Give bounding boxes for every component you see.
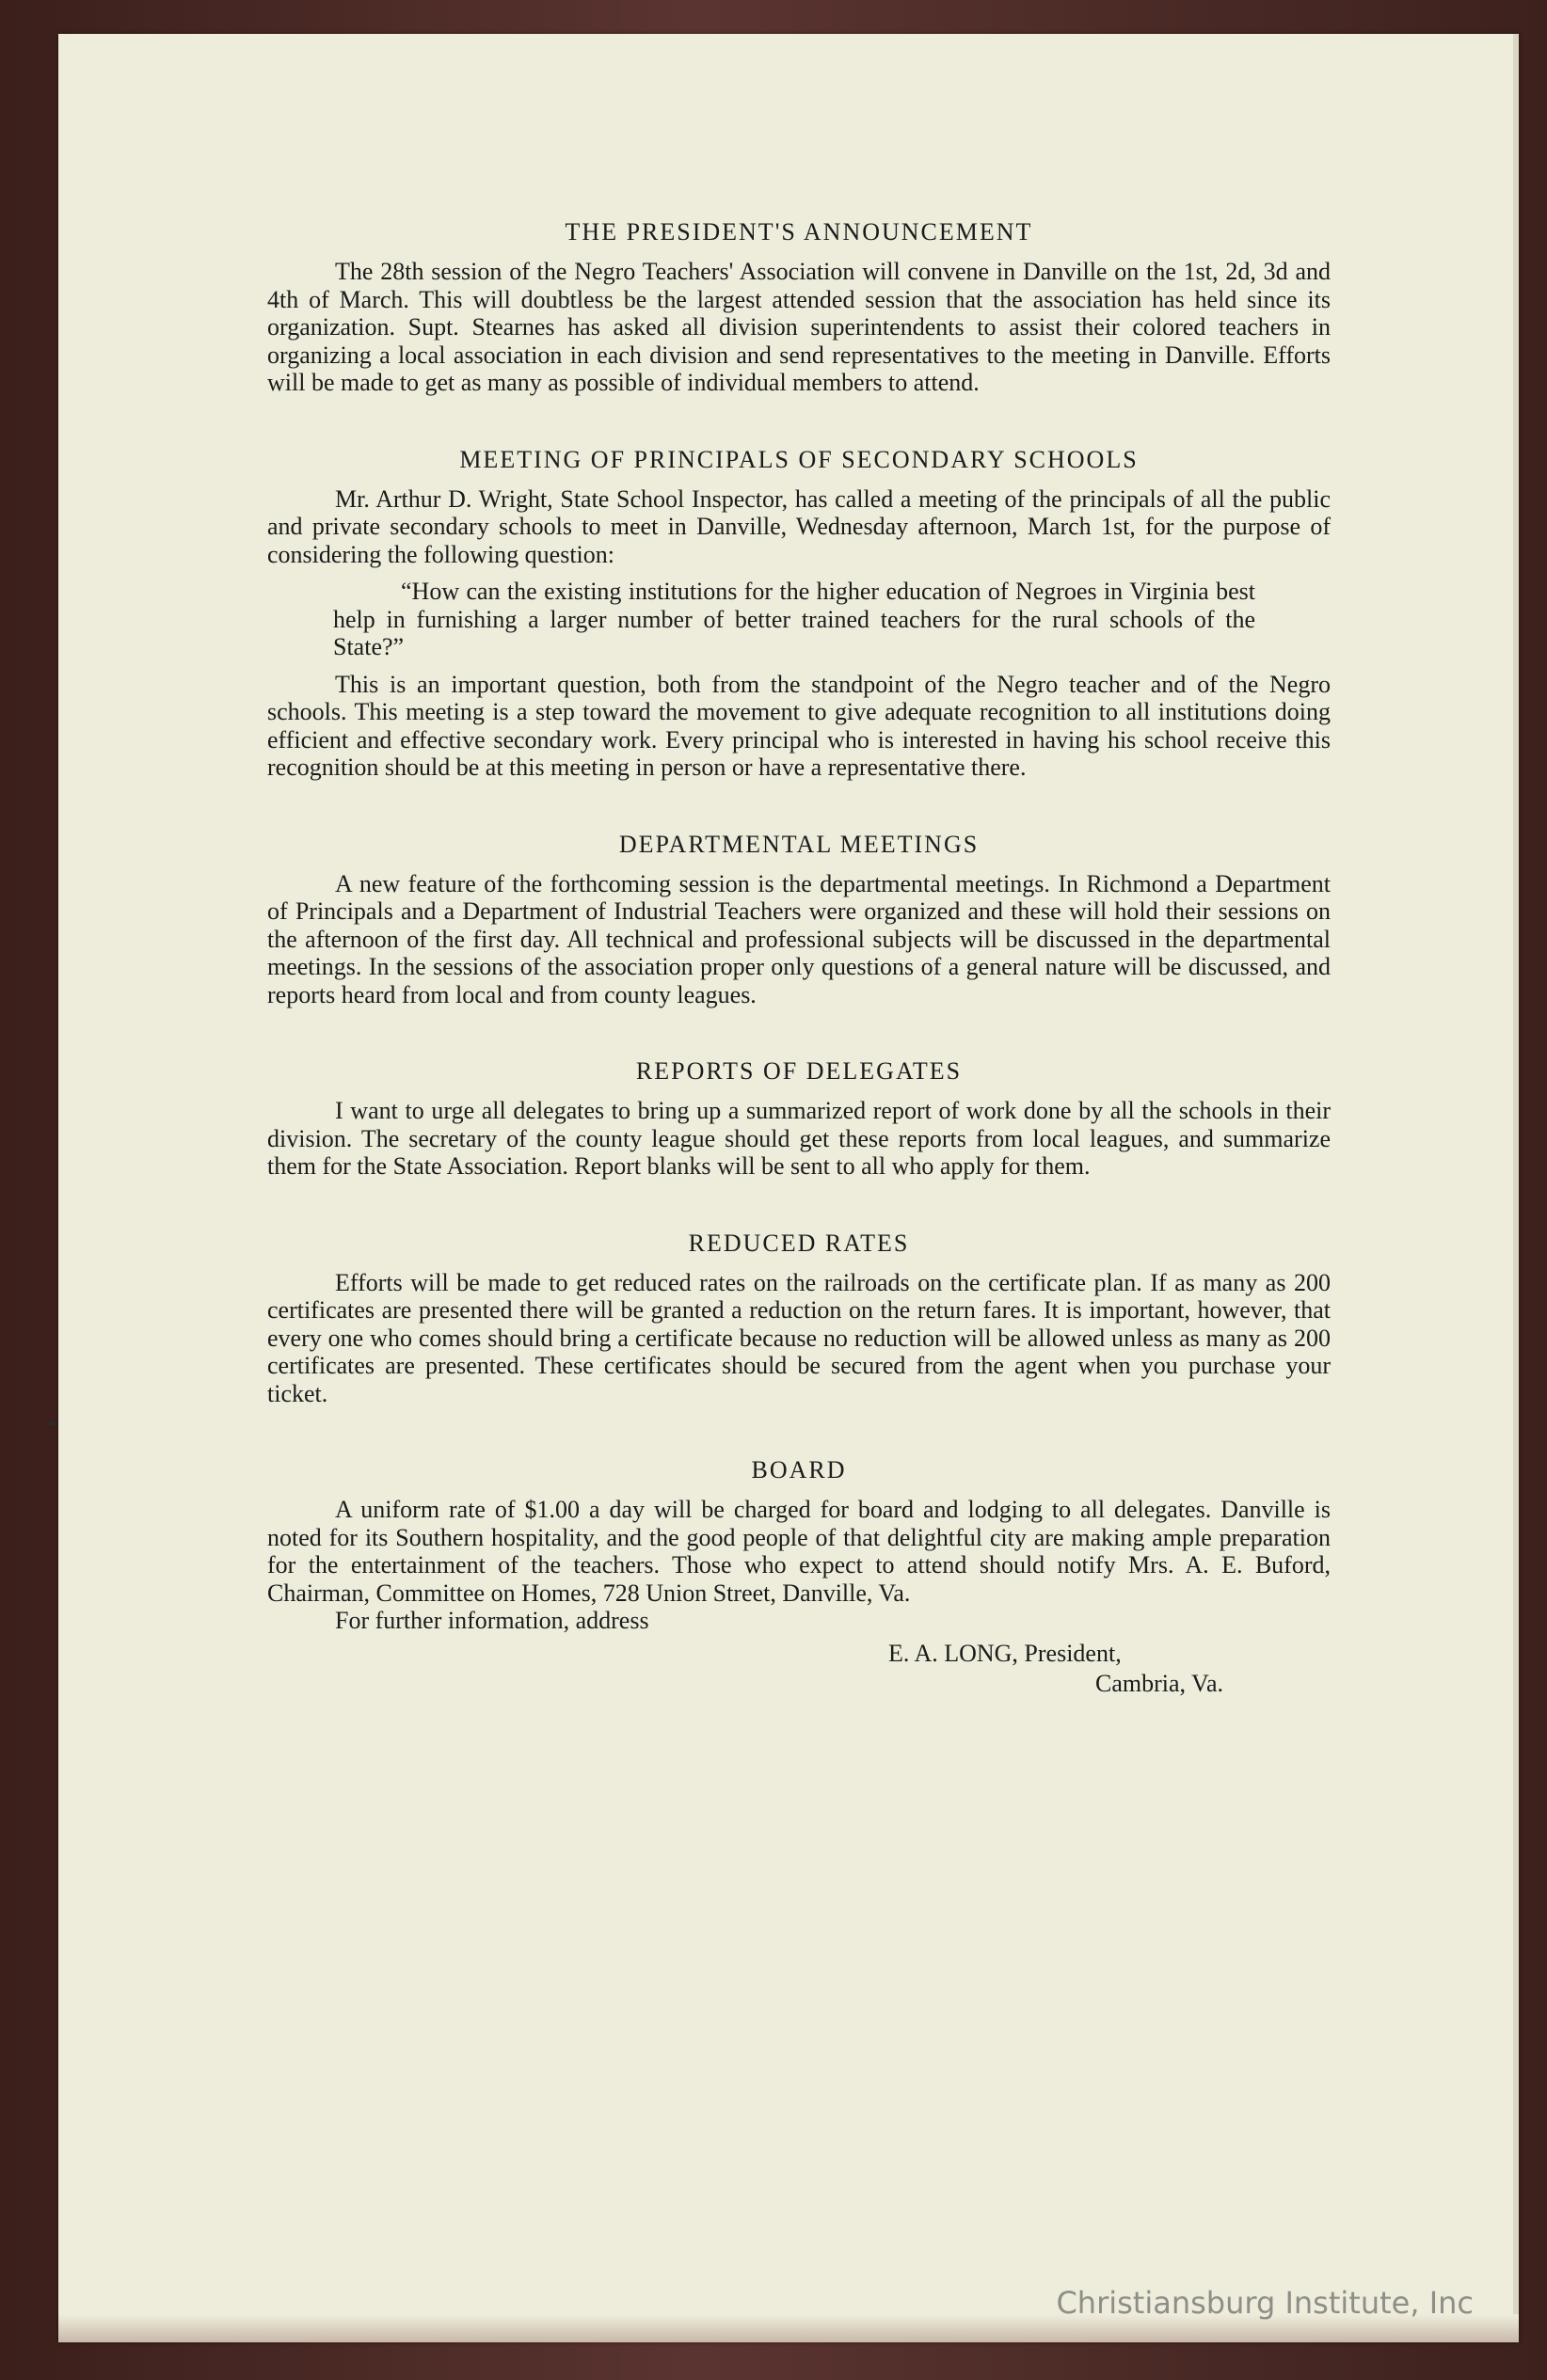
heading-reduced-rates: REDUCED RATES	[688, 1229, 910, 1257]
paragraph-meeting-call: Mr. Arthur D. Wright, State School Inspector, has called a meeting of the principals of all the public and private secondary schools to meet in Danville, Wednesday afternoon, March 1st, for the purpose of considering the following question:	[267, 484, 1331, 568]
heading-meeting-of-principals: MEETING OF PRINCIPALS OF SECONDARY SCHOOLS	[459, 445, 1139, 473]
signature-place: Cambria, Va.	[1095, 1669, 1223, 1697]
closing-line: For further information, address	[335, 1607, 649, 1634]
watermark-text: Christiansburg Institute, Inc	[1056, 2285, 1474, 2321]
page-edge	[1513, 34, 1519, 2342]
paragraph-board: A uniform rate of $1.00 a day will be charged for board and lodging to all delegates. Danville is noted for its Southern hospitality, and the good people of that delightful city are making ample preparation for the entertainment of the teachers. Those who expect to attend should notify Mrs. A. E. Buford, Chairman, Committee on Homes, 728 Union Street, Danville, Va.	[267, 1496, 1331, 1607]
document-body	[267, 216, 1331, 1699]
quoted-question: “How can the existing institutions for the higher education of Negroes in Virginia best help in furnishing a larger number of better trained teachers for the rural schools of the State?”	[333, 578, 1255, 660]
heading-departmental-meetings: DEPARTMENTAL MEETINGS	[618, 830, 980, 858]
heading-board: BOARD	[751, 1456, 847, 1484]
paragraph-reduced-rates: Efforts will be made to get reduced rates on the railroads on the certificate plan. If as many as 200 certificates are presented there will be granted a reduction on the return fares. It is important, however, that every one who comes should bring a certificate because no reduction will be allowed unless as many as 200 certificates are presented. These certificates should be secured from the agent when you purchase your ticket.	[267, 1268, 1331, 1407]
paragraph-reports: I want to urge all delegates to bring up a summarized report of work done by all the schools in their division. The secretary of the county league should get these reports from local leagues, and summarize them for the State Association. Report blanks will be sent to all who apply for them.	[267, 1097, 1331, 1180]
paragraph-departmental: A new feature of the forthcoming session is the departmental meetings. In Richmond a Department of Principals and a Department of Industrial Teachers were organized and these will hold their sessions on the afternoon of the first day. All technical and professional subjects will be discussed in the departmental meetings. In the sessions of the association proper only questions of a general nature will be discussed, and reports heard from local and from county leagues.	[267, 869, 1331, 1008]
signature-name: E. A. LONG, President,	[888, 1639, 1122, 1667]
heading-reports-of-delegates: REPORTS OF DELEGATES	[635, 1057, 963, 1085]
paragraph-important-question: This is an important question, both from the standpoint of the Negro teacher and of the Negro schools. This meeting is a step toward the movement to give adequate recognition to all institutions doing efficient and effective secondary work. Every principal who is interested in having his school receive this recognition should be at this meeting in person or have a representative there.	[267, 670, 1331, 781]
paragraph-announcement: The 28th session of the Negro Teachers' Association will convene in Danville on the 1st, 2d, 3d and 4th of March. This will doubtless be the largest attended session that the association has held since its organization. Supt. Stearnes has asked all division superintendents to assist their colored teachers in organizing a local association in each division and send representatives to the meeting in Danville. Efforts will be made to get as many as possible of individual members to attend.	[267, 258, 1331, 396]
heading-presidents-announcement: THE PRESIDENT'S ANNOUNCEMENT	[565, 218, 1033, 246]
